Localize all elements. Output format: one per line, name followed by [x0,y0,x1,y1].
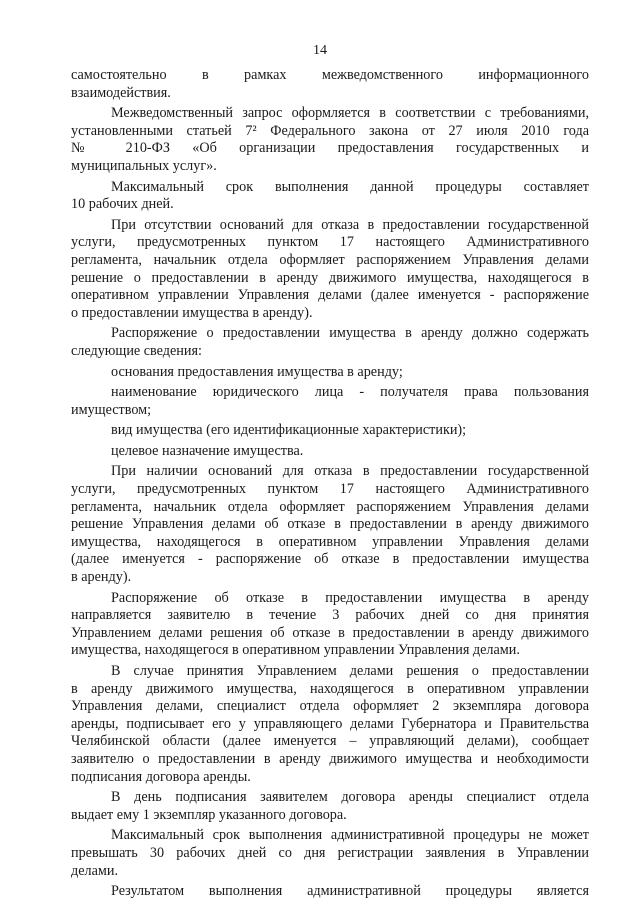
text-line: в аренду). [71,569,132,586]
text-line: (далее именуется - распоряжение об отказе в предоставлении имущества [71,551,589,568]
text-line: В случае принятия Управлением делами решения о предоставлении [111,663,589,679]
text-line: При наличии оснований для отказа в предоставлении государственной [111,463,589,480]
text-line: Максимальный срок выполнения данной процедуры составляет [111,178,589,195]
text-line: решение о предоставлении в аренду движимого имущества, находящегося в [71,269,589,286]
text-line: превышать 30 рабочих дней со дня регистрации заявления в Управлении [71,844,589,861]
text-line: Распоряжение о предоставлении имущества в аренду должно содержать [111,325,589,342]
text-line: В день подписания заявителем договора аренды специалист отдела [111,789,589,806]
text-line: Челябинской области (далее именуется – управляющий делами), сообщает [71,733,589,750]
text-line: Управления делами, специалист отдела оформляет 2 экземпляра договора [71,698,589,715]
text-line: При отсутствии оснований для отказа в предоставлении государственной [111,216,589,233]
text-line: подписания договора аренды. [71,768,251,785]
text-line: взаимодействия. [71,84,171,101]
text-line: 10 рабочих дней. [71,196,174,213]
text-line: заявителю о предоставлении в аренду движимого имущества и необходимости [71,750,589,767]
text-line: выдает ему 1 экземпляр указанного договора. [71,806,347,823]
text-line: оперативном управлении Управления делами (далее именуется - распоряжение [71,287,589,304]
text-line: услуги, предусмотренных пунктом 17 настоящего Административного [71,234,589,251]
text-line: имущества, находящегося в оперативном управлении Управления делами. [71,642,520,659]
text-line: в аренду движимого имущества, находящегося в оперативном управлении [71,680,589,697]
text-line: регламента, начальник отдела оформляет распоряжением Управления делами [71,498,589,515]
text-line: вид имущества (его идентификационные характеристики); [111,422,467,439]
text-line: имущества, находящегося в оперативном управлении Управления делами [71,533,589,550]
text-line: Максимальный срок выполнения административной процедуры не может [111,827,589,844]
text-line: аренды, подписывает его у управляющего делами Губернатора и Правительства [71,715,589,732]
text-line: имуществом; [71,401,152,418]
text-line: решение Управления делами об отказе в предоставлении в аренду движимого [71,516,589,533]
text-line: услуги, предусмотренных пунктом 17 настоящего Административного [71,481,589,498]
text-line: Межведомственный запрос оформляется в соответствии с требованиями, [111,105,589,122]
text-line: следующие сведения: [71,342,202,359]
text-line: направляется заявителю в течение 3 рабочих дней со дня принятия [71,607,589,624]
text-line: муниципальных услуг». [71,157,217,174]
text-line: Управлением делами решения об отказе в предоставлении в аренду движимого [71,624,589,641]
text-line: № 210-ФЗ «Об организации предоставления государственных и [71,140,589,157]
text-line: о предоставлении имущества в аренду). [71,304,313,321]
text-line: регламента, начальник отдела оформляет распоряжением Управления делами [71,251,589,268]
text-line: наименование юридического лица - получателя права пользования [111,384,589,401]
text-line: самостоятельно в рамках межведомственного информационного [71,67,589,83]
text-line: основания предоставления имущества в аренду; [111,363,403,380]
text-line: целевое назначение имущества. [111,442,304,459]
text-line: делами. [71,862,119,879]
text-line: установленными статьей 7² Федерального закона от 27 июля 2010 года [71,122,589,139]
text-line: Результатом выполнения административной процедуры является [111,883,589,900]
text-line: Распоряжение об отказе в предоставлении имущества в аренду [111,589,589,606]
document-body [71,67,589,901]
page-number: 14 [313,43,327,58]
